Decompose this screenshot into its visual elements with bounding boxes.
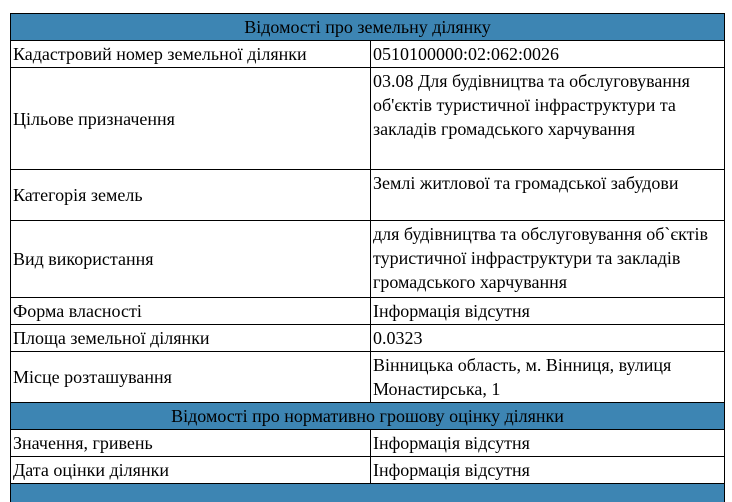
table-row [11,457,725,484]
ownership-form-value: Інформація відсутня [371,298,725,325]
purpose-value: 03.08 Для будівництва та обслуговування об'єктів туристичної інфраструктури та закладів громадського харчування [371,68,725,170]
row-label: Дата оцінки ділянки [11,457,371,484]
row-label: Місце розташування [11,352,371,403]
cadastral-number-value: 0510100000:02:062:0026 [371,41,725,68]
row-label: Цільове призначення [11,68,371,170]
row-label: Форма власності [11,298,371,325]
table-row [11,298,725,325]
land-info-table [10,13,725,502]
section-header-row [11,484,725,502]
area-value: 0.0323 [371,325,725,352]
land-category-value: Землі житлової та громадської забудови [371,170,725,221]
usage-type-value: для будівництва та обслуговування об`єктів туристичної інфраструктури та закладів громадського харчування [371,221,725,298]
valuation-date-value: Інформація відсутня [371,457,725,484]
row-label: Значення, гривень [11,430,371,457]
table-row [11,221,725,298]
table-row [11,68,725,170]
table-row [11,430,725,457]
valuation-amount-value: Інформація відсутня [371,430,725,457]
table-row [11,41,725,68]
location-value: Вінницька область, м. Вінниця, вулиця Монастирська, 1 [371,352,725,403]
table-row [11,352,725,403]
section-header-land: Відомості про земельну ділянку [11,14,725,41]
row-label: Кадастровий номер земельної ділянки [11,41,371,68]
table-row [11,325,725,352]
section-header-row [11,14,725,41]
section-header-row [11,403,725,430]
row-label: Вид використання [11,221,371,298]
row-label: Площа земельної ділянки [11,325,371,352]
table-row [11,170,725,221]
row-label: Категорія земель [11,170,371,221]
section-header-valuation: Відомості про нормативно грошову оцінку ділянки [11,403,725,430]
section-header-partial [11,484,725,502]
